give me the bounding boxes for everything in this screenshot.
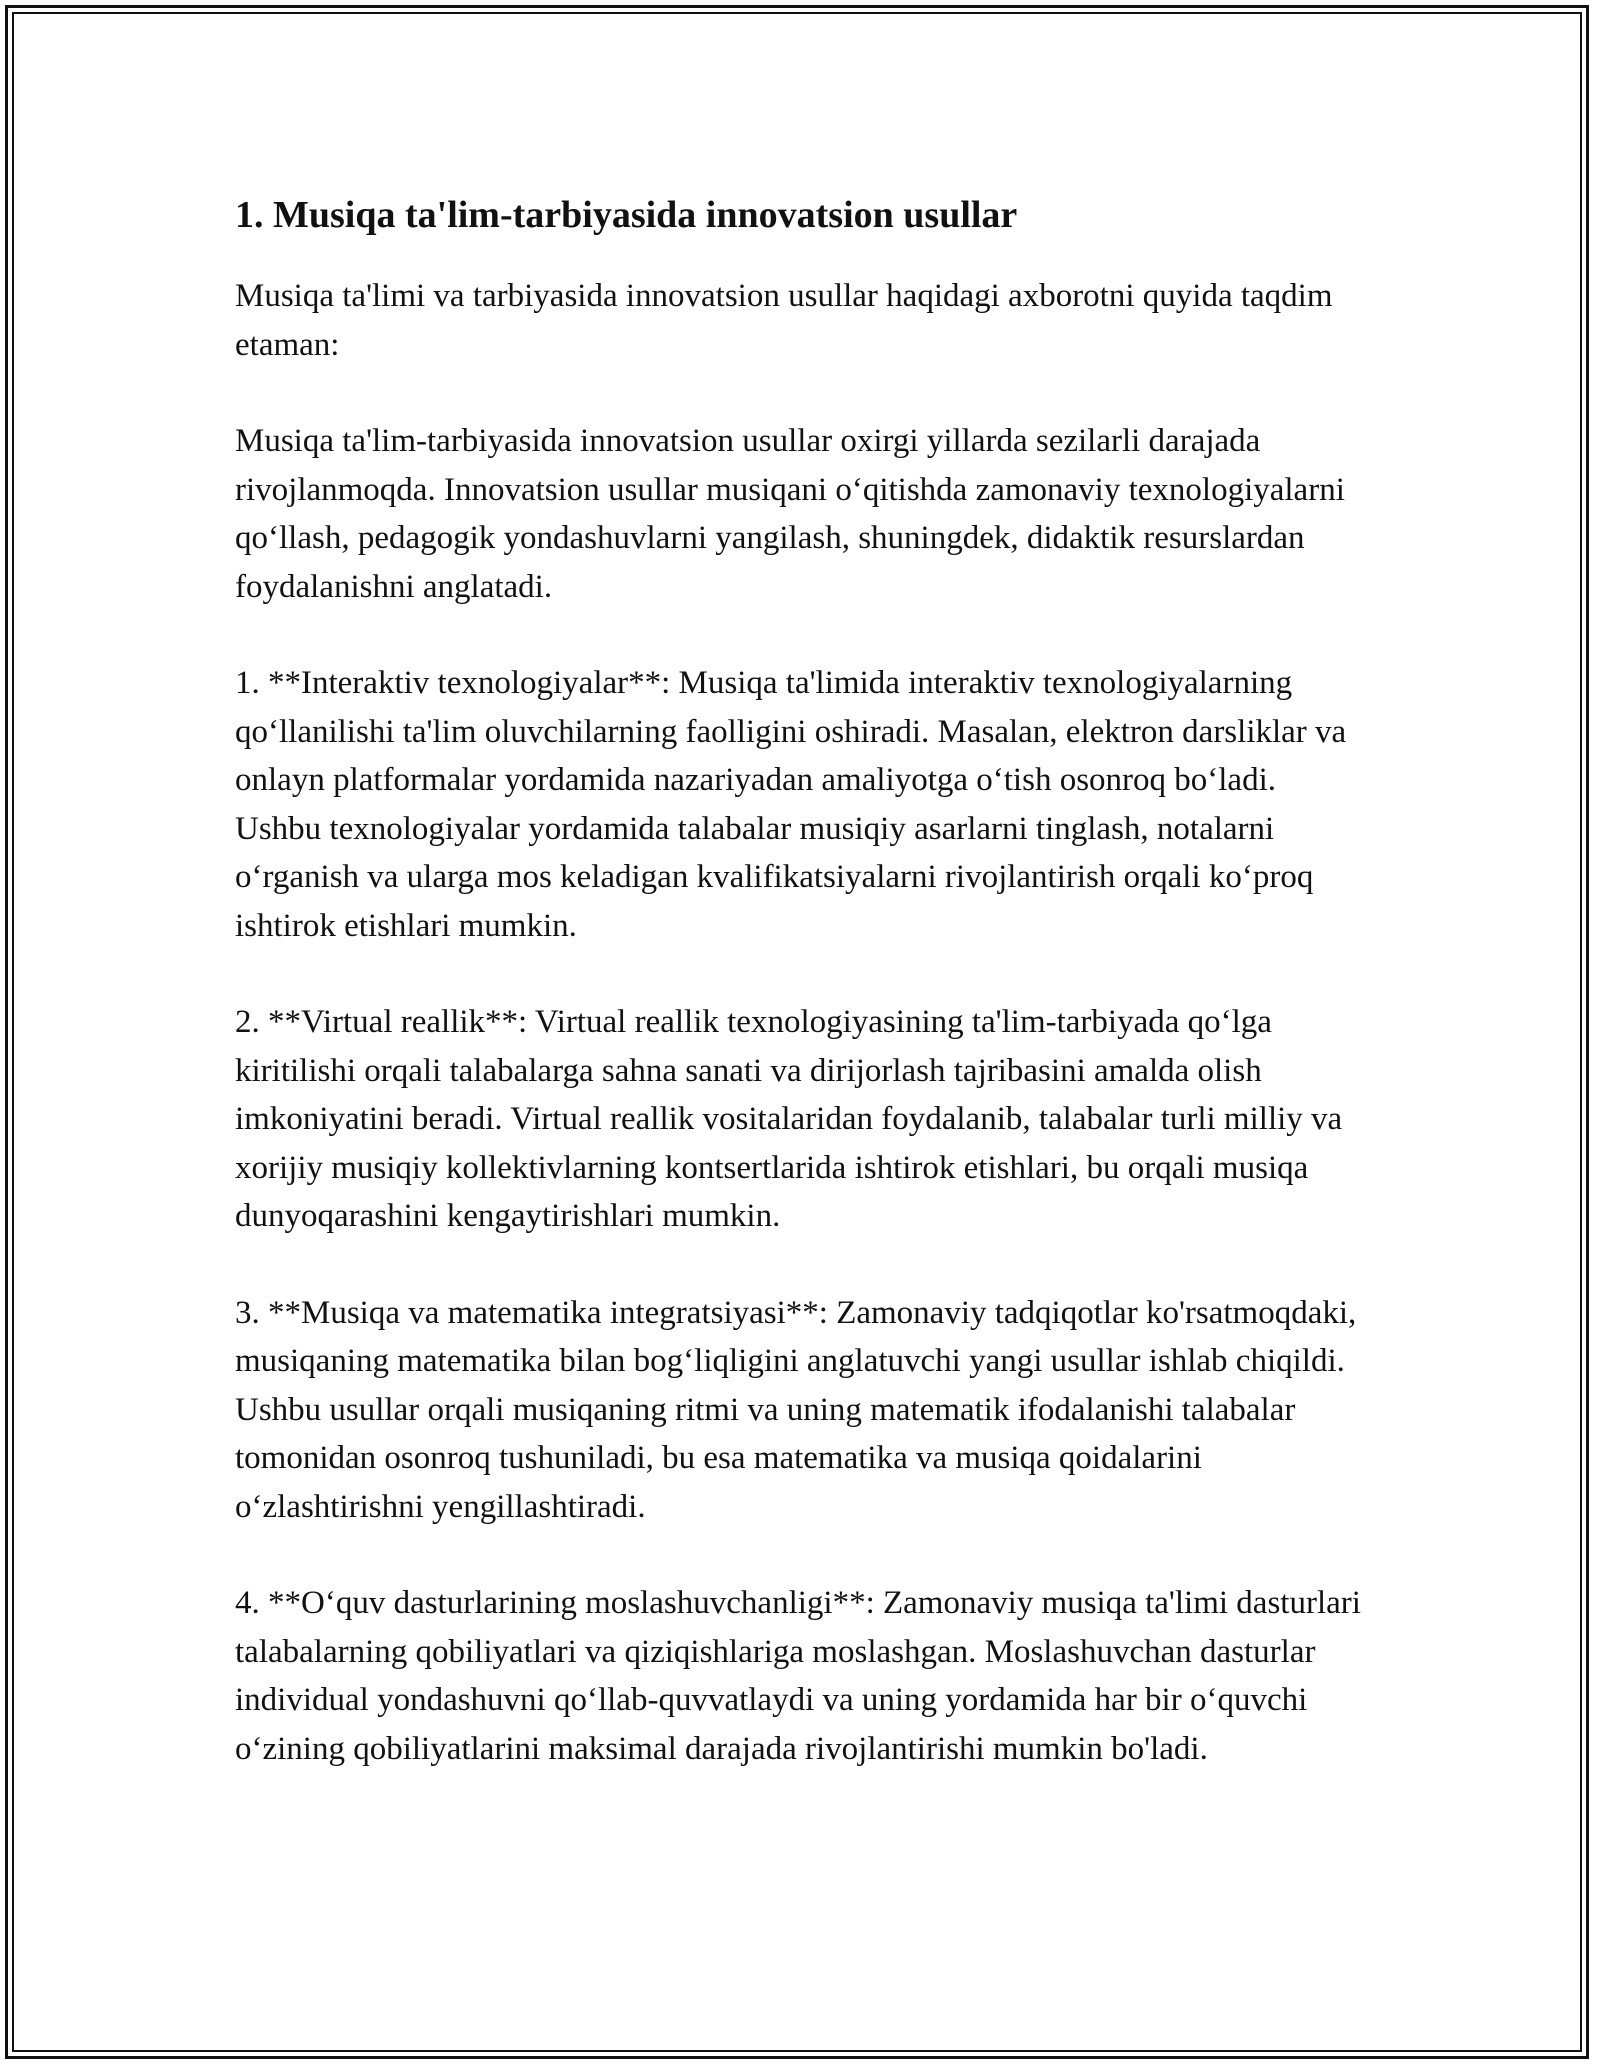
intro-paragraph: Musiqa ta'limi va tarbiyasida innovatsion usullar haqidagi axborotni quyida taqdim etaman: [235, 278, 1333, 363]
list-item-curriculum-flexibility: 4. **O‘quv dasturlarining moslashuvchanligi**: Zamonaviy musiqa ta'limi dasturlari talabalarning qobiliyatlari va qiziqishlariga moslashgan. Moslashuvchan dasturlar individual yondashuvni qo‘llab-quvvatlaydi va uning yordamida har bir o‘quvchi o‘zining qobiliyatlarini maksimal darajada rivojlantirishi mumkin bo'ladi. [235, 1585, 1361, 1767]
list-item-music-math-integration: 3. **Musiqa va matematika integratsiyasi**: Zamonaviy tadqiqotlar ko'rsatmoqdaki, musiqaning matematika bilan bog‘liqligini anglatuvchi yangi usullar ishlab chiqildi. Ushbu usullar orqali musiqaning ritmi va uning matematik ifodalanishi talabalar tomonidan osonroq tushuniladi, bu esa matematika va musiqa qoidalarini o‘zlashtirishni yengillashtiradi. [235, 1294, 1357, 1525]
list-item-interactive-technologies: 1. **Interaktiv texnologiyalar**: Musiqa ta'limida interaktiv texnologiyalarning qo‘llanilishi ta'lim oluvchilarning faolligini oshiradi. Masalan, elektron darsliklar va onlayn platformalar yordamida nazariyadan amaliyotga o‘tish osonroq bo‘ladi. Ushbu texnologiyalar yordamida talabalar musiqiy asarlarni tinglash, notalarni o‘rganish va ularga mos keladigan kvalifikatsiyalarni rivojlantirish orqali ko‘proq ishtirok etishlari mumkin. [235, 665, 1347, 944]
document-body [235, 188, 1370, 1821]
document-title: 1. Musiqa ta'lim-tarbiyasida innovatsion usullar [235, 194, 1018, 236]
list-item-virtual-reality: 2. **Virtual reallik**: Virtual reallik texnologiyasining ta'lim-tarbiyada qo‘lga kiritilishi orqali talabalarga sahna sanati va dirijorlash tajribasini amalda olish imkoniyatini beradi. Virtual reallik vositalaridan foydalanib, talabalar turli milliy va xorijiy musiqiy kollektivlarning kontsertlarida ishtirok etishlari, bu orqali musiqa dunyoqarashini kengaytirishlari mumkin. [235, 1004, 1343, 1234]
overview-paragraph: Musiqa ta'lim-tarbiyasida innovatsion usullar oxirgi yillarda sezilarli darajada rivojlanmoqda. Innovatsion usullar musiqani o‘qitishda zamonaviy texnologiyalarni qo‘llash, pedagogik yondashuvlarni yangilash, shuningdek, didaktik resurslardan foydalanishni anglatadi. [235, 423, 1345, 605]
